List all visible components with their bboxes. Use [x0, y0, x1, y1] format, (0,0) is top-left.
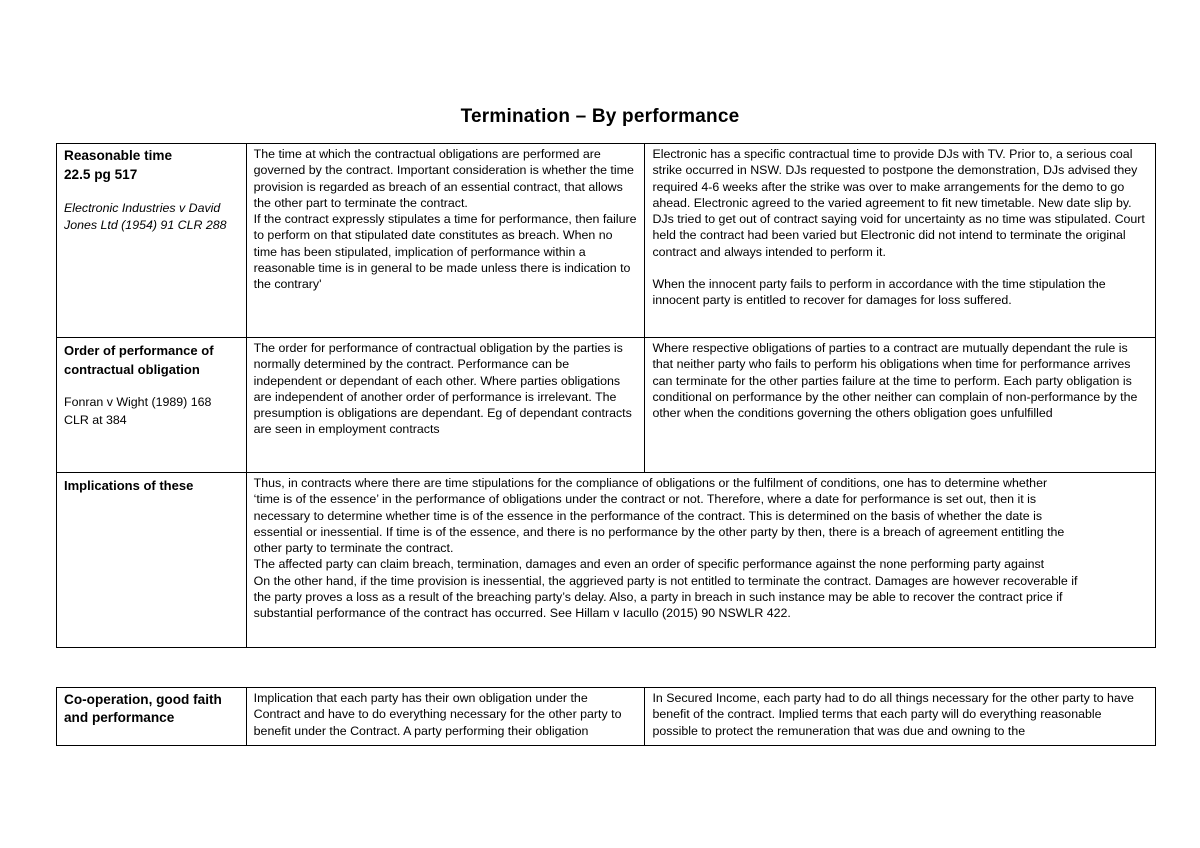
table-row-implications	[57, 473, 1156, 648]
topic-heading: Reasonable time	[64, 148, 173, 163]
implications-line: On the other hand, if the time provision is inessential, the aggrieved party is not entitled to terminate the contract. Damages are however recoverable if	[253, 573, 1078, 588]
example-cell	[645, 338, 1156, 473]
topic-cell	[57, 338, 247, 473]
explanation-cell	[246, 688, 645, 746]
explanation-paragraph: Implication that each party has their own obligation under the Contract and have to do everything necessary for the other party to benefit under the Contract. A party performing their obligation	[253, 691, 622, 738]
implications-line: the party proves a loss as a result of the breaching party’s delay. Also, a party in breach in such instance may be able to recover the contract price if	[253, 590, 1063, 605]
example-cell	[645, 688, 1156, 746]
implications-cell	[246, 473, 1155, 648]
explanation-cell	[246, 144, 645, 338]
table-row-reasonable-time	[57, 144, 1156, 338]
explanation-paragraph: The time at which the contractual obligations are performed are governed by the contract. Important consideration is whether the time provision is regarded as breach of an essential contract, that allows the other part to terminate the contract.	[253, 147, 634, 210]
table-row-order-of-performance	[57, 338, 1156, 473]
topic-heading: Order of performance of contractual obligation	[64, 343, 214, 377]
example-paragraph: When the innocent party fails to perform in accordance with the time stipulation the innocent party is entitled to recover for damages for loss suffered.	[652, 277, 1106, 308]
case-citation: Fonran v Wight (1989) 168 CLR at 384	[64, 395, 212, 427]
topic-heading: Implications of these	[64, 478, 194, 493]
example-paragraph: Where respective obligations of parties to a contract are mutually dependant the rule is that neither party who fails to perform his obligations when time for performance arrives can terminate for the other parties failure at the time to perform. Each party obligation is conditional on performance by the other neither can complain of non-performance by the other when the conditions governing the others obligation goes unfulfilled	[652, 341, 1138, 421]
example-paragraph: Electronic has a specific contractual time to provide DJs with TV. Prior to, a serious coal strike occurred in NSW. DJs requested to postpone the demonstration, DJs advised they required 4-6 weeks after the strike was over to make arrangements for the demo to go ahead. Electronic agreed to the varied agreement to fit new timetable. New date slip by. DJs tried to get out of contract saying void for uncertainty as no time was stipulated. Court held the contract had been varied but Electronic did not intend to terminate the original contract and always intended to perform it.	[652, 147, 1145, 259]
example-paragraph: In Secured Income, each party had to do all things necessary for the other party to have benefit of the contract. Implied terms that each party will do everything reasonable possible to protect the remuneration that was due and owning to the	[652, 691, 1134, 738]
implications-line: The affected party can claim breach, termination, damages and even an order of specific performance against the none performing party against	[253, 557, 1045, 572]
implications-line: essential or inessential. If time is of the essence, and there is no performance by the other party by then, there is a breach of agreement entitling the	[253, 524, 1065, 539]
implications-line: substantial performance of the contract has occurred. See Hillam v Iacullo (2015) 90 NSWLR 422.	[253, 606, 791, 621]
case-citation: Electronic Industries v David Jones Ltd (1954) 91 CLR 288	[64, 201, 227, 232]
implications-line: Thus, in contracts where there are time stipulations for the compliance of obligations or the fulfilment of conditions, one has to determine whether	[253, 476, 1048, 490]
topic-cell	[57, 688, 247, 746]
implications-line: ‘time is of the essence’ in the performance of obligations under the contract or not. Therefore, where a date for performance is set out, then it is	[253, 492, 1037, 507]
explanation-paragraph: The order for performance of contractual obligation by the parties is normally determined by the contract. Performance can be independent or dependant of each other. Where parties obligations are independent of another order of performance is irrelevant. The presumption is obligations are dependant. Eg of dependant contracts are seen in employment contracts	[253, 341, 632, 437]
topic-cell	[57, 144, 247, 338]
document-title: Termination – By performance	[460, 106, 740, 127]
performance-table	[56, 143, 1156, 648]
cooperation-table	[56, 687, 1156, 746]
example-cell	[645, 144, 1156, 338]
topic-heading: Co-operation, good faith and performance	[64, 692, 222, 725]
topic-reference: 22.5 pg 517	[64, 167, 138, 182]
table-row-cooperation	[57, 688, 1156, 746]
topic-cell	[57, 473, 247, 648]
explanation-cell	[246, 338, 645, 473]
implications-line: other party to terminate the contract.	[253, 541, 454, 556]
implications-line: necessary to determine whether time is of the essence in the performance of the contract. This is determined on the basis of whether the date is	[253, 508, 1043, 523]
explanation-paragraph: If the contract expressly stipulates a time for performance, then failure to perform on that stipulated date constitutes as breach. When no time has been stipulated, implication of performance within a reasonable time is in general to be made unless there is indication to the contrary'	[253, 212, 637, 292]
